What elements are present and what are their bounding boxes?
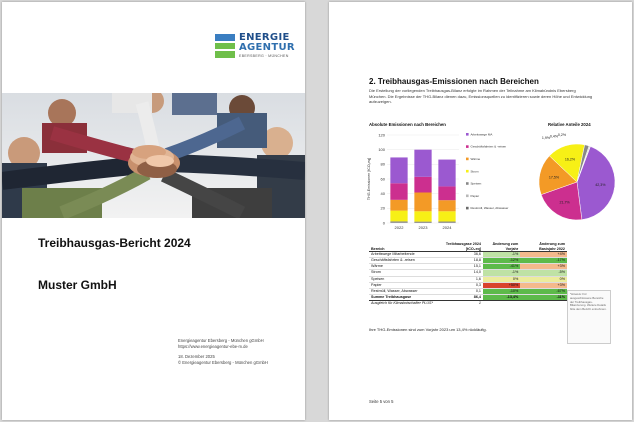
legend-label: Papier [470,193,480,198]
cell-change [483,300,520,306]
x-tick-label: 2024 [442,225,452,230]
bar-segment [390,183,407,200]
legend-swatch [466,170,469,173]
cell-change [520,300,567,306]
cell-bereich: Papier [369,282,435,288]
col-bereich: Bereich [369,242,435,252]
stacked-bar-chart [363,127,523,235]
legend-label: Arbeitswege MA [470,132,493,137]
pie-value-label: 0,2% [557,133,567,137]
emissions-page [329,2,632,420]
col-change-base: Änderung zum Basisjahr 2022 [520,242,567,252]
col-change-prev: Änderung zum Vorjahr [483,242,520,252]
y-tick-label: 60 [380,176,385,182]
logo-mark-icon [215,34,235,58]
legend-swatch [466,207,469,210]
pie-value-label: 16,2% [564,157,576,162]
cell-value: 86,4 [435,294,483,300]
legend-label: Wärme [470,157,481,161]
logo-line-3: EBERSBERG · MÜNCHEN [239,54,289,58]
pie-chart-title: Relative Anteile 2024 [548,122,591,127]
pie-value-label: 42,3% [595,182,606,187]
bar-segment [414,192,431,211]
pie-value-label: 1,9% [541,136,551,141]
cell-value: 1 [478,300,481,305]
cell-value: 0,1 [435,288,483,294]
col-thg-2024: Treibhausgase 2024 [tCO₂eq] [435,242,483,252]
bar-segment [438,222,455,223]
legend-label: Speisen [470,181,482,186]
bar-segment [390,157,407,183]
logo-line-1: ENERGIE [239,32,290,43]
y-tick-label: 40 [380,191,385,197]
company-name: Muster GmbH [38,278,117,292]
legend-swatch [466,145,469,148]
bar-segment [414,150,431,177]
cell-bereich: Restmüll, Wasser, Abwasser [369,288,435,294]
hint-box: *Hinweis: Für ausgeschlossene Bereiche der Treibhausgas-Bilanzierung. Weitere Details bitte dem Bericht entnehmen. [567,290,611,344]
imprint-copyright: © Energieagentur Ebersberg - München gGmbH [178,360,268,365]
cell-change: -67% [520,288,567,294]
y-tick-label: 80 [380,161,385,167]
imprint-block [178,338,268,366]
cell-change: +4% [520,252,567,258]
cell-change: +3% [520,282,567,288]
cell-value: 36,6 [435,252,483,258]
page-number: Seite 5 von 5 [369,399,394,404]
cell-change: +50% [483,282,520,288]
bar-segment [390,221,407,222]
cell-change: 0% [520,276,567,282]
cell-bereich: Strom [369,270,435,276]
cell-change: -5% [520,270,567,276]
pie-value-label: 17,5% [548,175,560,180]
bar-segment [438,200,455,211]
cell-change: -13,4% [483,294,520,300]
cell-value: 18,8 [435,258,483,264]
bar-segment [414,177,431,193]
bar-segment [438,186,455,200]
y-tick-label: 20 [380,205,385,211]
cell-bereich: Arbeitswege Mitarbeitende [369,252,435,258]
cover-page [2,2,305,420]
imprint-org: Energieagentur Ebersberg - München gGmbH [178,338,264,343]
bar-segment [438,211,455,221]
bar-segment [390,211,407,222]
pie-chart [529,132,625,228]
intro-paragraph: Die Erstellung der vorliegenden Treibhausgas-Bilanz erfolgte im Rahmen der Teilnahme am Klimabündnis Ebersberg München. Die Ergebnisse der THG-Bilanz dienen dazu, Emissionsquellen zu identifizieren sowie deren Höhe und Entwicklung aufzuzeigen. [369,88,593,104]
bar-chart-title: Absolute Emissionen nach Bereichen [369,122,446,127]
cell-value: 1,6 [435,276,483,282]
imprint-date: 18. Dezember 2025 [178,354,215,359]
cell-change: -17% [520,258,567,264]
legend-label: Strom [470,169,479,174]
cell-bereich: Wärme [369,264,435,270]
cell-change: 0% [483,276,520,282]
cell-change: -1% [483,252,520,258]
legend-swatch [466,195,469,198]
section-title: 2. Treibhausgas-Emissionen nach Bereichen [369,77,539,86]
cell-bereich: Geschäftsfahrten & -reisen [369,258,435,264]
legend-swatch [466,158,469,161]
cell-change: -1% [483,270,520,276]
emissions-table [369,242,567,306]
legend-label: Geschäftsfahrten & -reisen [470,144,507,149]
imprint-url: https://www.energieagentur-ebe-m.de [178,344,248,349]
table-row [369,300,567,306]
cell-bereich: Summe Treibhausgase [369,294,435,300]
y-tick-label: 0 [382,220,385,226]
cell-bereich: Ausgleich für Klimabotschafter PLUS* [371,300,433,305]
cell-value: 14,0 [435,270,483,276]
cell-value: 15,1 [435,264,483,270]
bar-segment [414,211,431,221]
bar-segment [390,200,407,211]
cell-change: -11% [520,294,567,300]
y-axis-label: THG-Emissionen [tCO₂eq] [367,157,371,201]
cell-change: -12% [483,258,520,264]
y-tick-label: 120 [378,132,385,138]
x-tick-label: 2022 [394,225,404,230]
y-tick-label: 100 [378,147,385,153]
x-tick-label: 2023 [418,225,428,230]
logo-line-2: AGENTUR [239,42,295,53]
pie-value-label: 21,7% [559,200,570,205]
bar-segment [414,222,431,223]
bar-segment [438,160,455,187]
cell-bereich: Speisen [369,276,435,282]
cell-change: +3% [520,264,567,270]
legend-swatch [466,182,469,185]
report-title: Treibhausgas-Bericht 2024 [38,236,191,250]
energieagentur-logo [215,32,297,62]
cell-change: -10% [483,288,520,294]
legend-label: Restmüll, Wasser, Abwasser [470,206,509,211]
summary-text: Ihre THG-Emissionen sind zum Vorjahr 2023 um 13,4% rückläufig. [369,327,487,332]
table-header-row [369,242,567,252]
legend-swatch [466,133,469,136]
cell-value: 0,3 [435,282,483,288]
pie-value-label: 0,4% [549,134,559,139]
team-hands-photo [2,93,305,218]
cell-change: -41% [483,264,520,270]
